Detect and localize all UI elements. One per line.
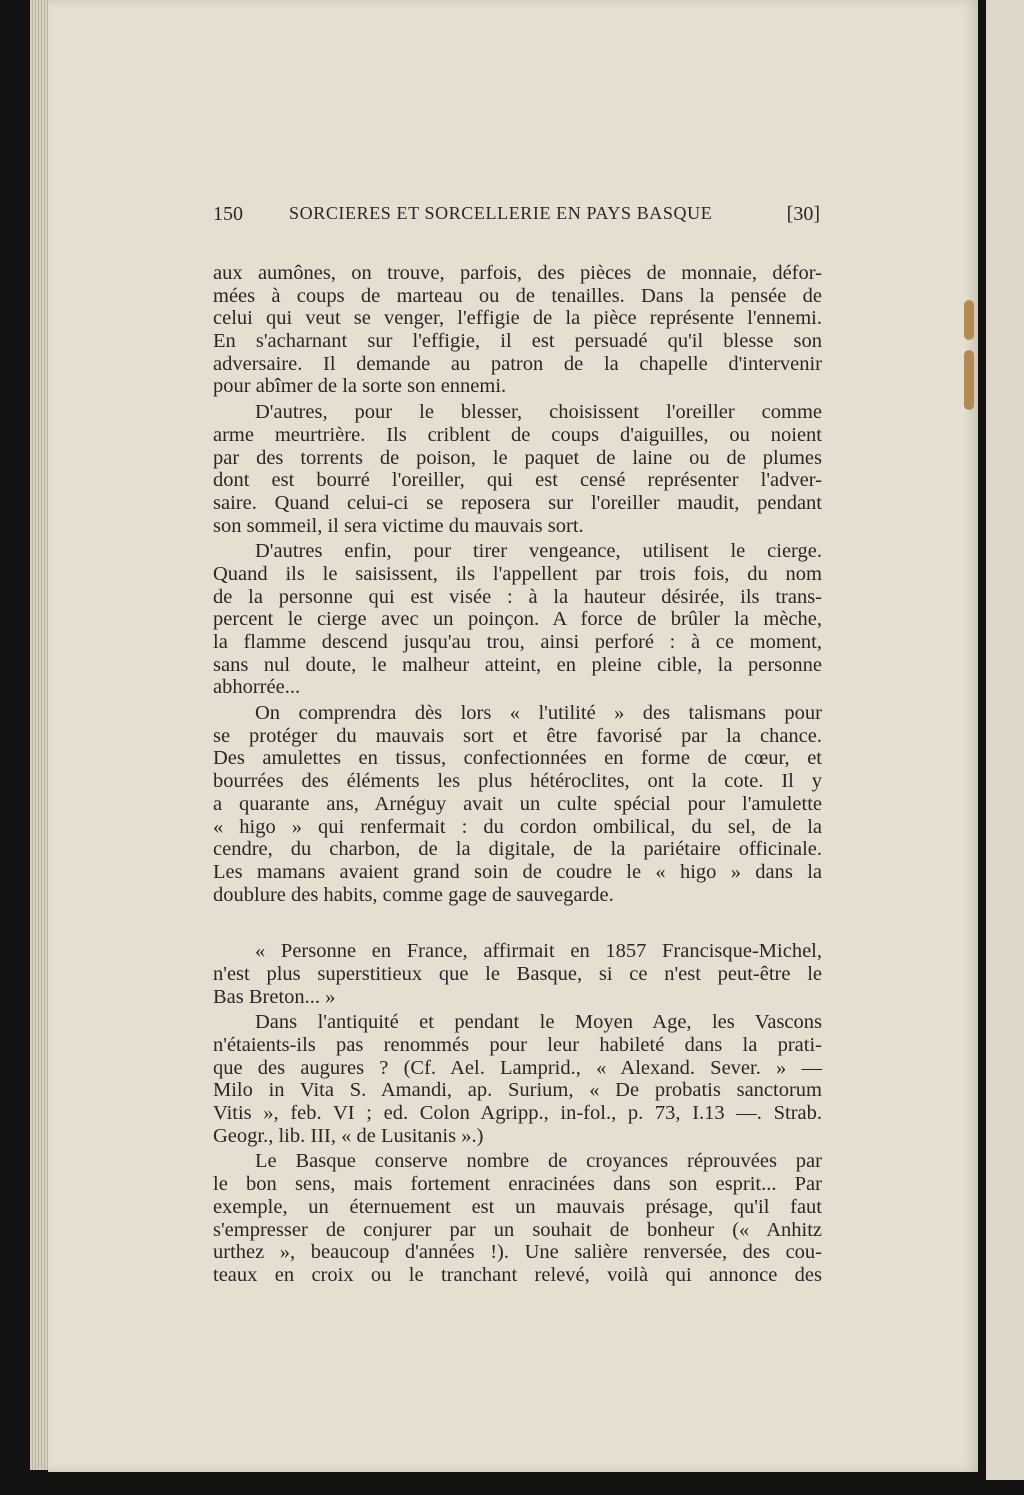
text-line: D'autres, pour le blesser, choisissent l'oreiller comme (255, 401, 822, 424)
text-line: la flamme descend jusqu'au trou, ainsi perforé : à ce moment, (213, 631, 822, 653)
paragraph (213, 1150, 822, 1286)
text-line: de la personne qui est visée : à la hauteur désirée, ils trans- (213, 585, 822, 608)
text-line: que des augures ? (Cf. Ael. Lamprid., « Alexand. Sever. » — (213, 1056, 822, 1079)
text-line: le bon sens, mais fortement enracinées dans son esprit... Par (213, 1173, 822, 1196)
text-line: s'empresser de conjurer par un souhait de bonheur (« Anhitz (213, 1218, 822, 1241)
signature-mark: [30] (786, 203, 820, 225)
text-line: Les mamans avaient grand soin de coudre le « higo » dans la (213, 860, 822, 883)
text-line: urthez », beaucoup d'années !). Une salière renversée, des cou- (213, 1241, 822, 1264)
text-line: percent le cierge avec un poinçon. A force de brûler la mèche, (213, 608, 822, 631)
text-line: a quarante ans, Arnéguy avait un culte spécial pour l'amulette (213, 792, 822, 815)
paragraph (213, 262, 822, 398)
text-line: saire. Quand celui-ci se reposera sur l'oreiller maudit, pendant (213, 491, 822, 514)
text-line: Geogr., lib. III, « de Lusitanis ».) (213, 1124, 484, 1147)
text-line: cendre, du charbon, de la digitale, de la pariétaire officinale. (213, 838, 822, 861)
text-line: n'est plus superstitieux que le Basque, si ce n'est peut-être le (213, 962, 822, 985)
text-line: Milo in Vita S. Amandi, ap. Surium, « De probatis sanctorum (213, 1079, 822, 1102)
body-text (213, 262, 822, 1287)
text-line: Vitis », feb. VI ; ed. Colon Agripp., in-fol., p. 73, I.13 —. Strab. (213, 1102, 822, 1125)
paragraph (213, 702, 822, 906)
facing-page-edge (986, 0, 1024, 1480)
page-number: 150 (213, 203, 243, 225)
text-line: Des amulettes en tissus, confectionnées en forme de cœur, et (213, 747, 822, 770)
text-line: Bas Breton... » (213, 985, 336, 1008)
text-line: « Personne en France, affirmait en 1857 Francisque-Michel, (255, 940, 822, 963)
running-title: SORCIERES ET SORCELLERIE EN PAYS BASQUE (289, 203, 713, 223)
text-line: abhorrée... (213, 676, 301, 699)
text-line: mées à coups de marteau ou de tenailles. Dans la pensée de (213, 284, 822, 307)
binding-stain (964, 350, 974, 410)
text-line: exemple, un éternuement est un mauvais présage, qu'il faut (213, 1195, 822, 1218)
text-line: n'étaients-ils pas renommés pour leur habileté dans la prati- (213, 1034, 822, 1056)
text-line: dont est bourré l'oreiller, qui est censé représenter l'adver- (213, 469, 822, 492)
text-line: adversaire. Il demande au patron de la chapelle d'intervenir (213, 352, 822, 375)
paragraph (213, 401, 822, 537)
text-line: aux aumônes, on trouve, parfois, des pièces de monnaie, défor- (213, 262, 822, 284)
binding-stain (964, 300, 974, 340)
text-line: D'autres enfin, pour tirer vengeance, utilisent le cierge. (255, 540, 822, 563)
text-line: par des torrents de poison, le paquet de laine ou de plumes (213, 446, 822, 469)
text-line: En s'acharnant sur l'effigie, il est persuadé qu'il blesse son (213, 330, 822, 353)
text-line: sans nul doute, le malheur atteint, en pleine cible, la personne (213, 653, 822, 676)
text-line: arme meurtrière. Ils criblent de coups d'aiguilles, ou noient (213, 423, 822, 446)
text-line: son sommeil, il sera victime du mauvais sort. (213, 514, 584, 537)
running-header (213, 203, 820, 229)
text-line: On comprendra dès lors « l'utilité » des talismans pour (255, 702, 822, 725)
paragraph (213, 1011, 822, 1147)
text-line: se protéger du mauvais sort et être favorisé par la chance. (213, 724, 822, 747)
text-line: « higo » qui renfermait : du cordon ombilical, du sel, de la (213, 815, 822, 838)
text-line: teaux en croix ou le tranchant relevé, voilà qui annonce des (213, 1263, 822, 1286)
text-line: celui qui veut se venger, l'effigie de la pièce représente l'ennemi. (213, 307, 822, 330)
text-line: Dans l'antiquité et pendant le Moyen Age, les Vascons (255, 1011, 822, 1034)
text-line: Le Basque conserve nombre de croyances réprouvées par (255, 1150, 822, 1173)
text-line: bourrées des éléments les plus hétéroclites, ont la cote. Il y (213, 770, 822, 793)
text-line: pour abîmer de la sorte son ennemi. (213, 375, 507, 398)
paragraph (213, 540, 822, 699)
text-line: Quand ils le saisissent, ils l'appellent par trois fois, du nom (213, 562, 822, 585)
paragraph (213, 940, 822, 1008)
text-line: doublure des habits, comme gage de sauvegarde. (213, 883, 614, 906)
